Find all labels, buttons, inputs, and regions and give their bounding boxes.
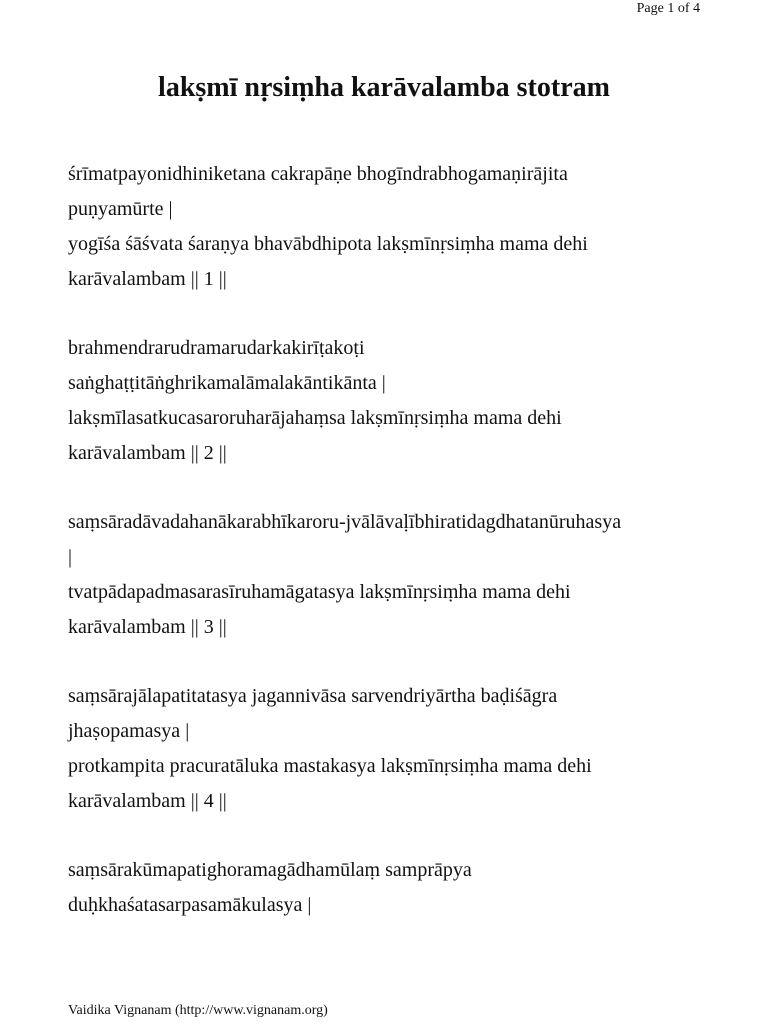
verse-4 — [68, 679, 728, 819]
verse-line: karāvalambam || 3 || — [68, 616, 227, 638]
page-number: Page 1 of 4 — [636, 1, 700, 16]
verse-3 — [68, 505, 728, 645]
verse-line: śrīmatpayonidhiniketana cakrapāṇe bhogīndrabhogamaṇirājita — [68, 163, 568, 185]
verse-line: karāvalambam || 1 || — [68, 268, 227, 290]
verse-line: | — [68, 546, 73, 568]
verse-line: duḥkhaśatasarpasamākulasya | — [68, 894, 312, 916]
verse-line: brahmendrarudramarudarkakirīṭakoṭi — [68, 337, 365, 359]
verse-5 — [68, 853, 728, 923]
verse-line: yogīśa śāśvata śaraṇya bhavābdhipota lakṣmīnṛsiṃha mama dehi — [68, 233, 588, 255]
page-footer: Vaidika Vignanam (http://www.vignanam.org) — [68, 1003, 328, 1018]
verse-line: tvatpādapadmasarasīruhamāgatasya lakṣmīnṛsiṃha mama dehi — [68, 581, 571, 603]
verse-1 — [68, 157, 728, 297]
verse-line: saṅghaṭṭitāṅghrikamalāmalakāntikānta | — [68, 372, 386, 394]
verse-line: karāvalambam || 2 || — [68, 442, 227, 464]
verse-2 — [68, 331, 728, 471]
verse-line: protkampita pracuratāluka mastakasya lakṣmīnṛsiṃha mama dehi — [68, 755, 592, 777]
verse-line: puṇyamūrte | — [68, 198, 173, 220]
verse-line: saṃsārajālapatitatasya jagannivāsa sarvendriyārtha baḍiśāgra — [68, 685, 558, 707]
verse-line: lakṣmīlasatkucasaroruharājahaṃsa lakṣmīnṛsiṃha mama dehi — [68, 407, 562, 429]
verse-line: saṃsārakūmapatighoramagādhamūlaṃ samprāpya — [68, 859, 472, 881]
verse-list — [68, 157, 728, 957]
page-title: lakṣmī nṛsiṃha karāvalamba stotram — [158, 72, 610, 103]
verse-line: karāvalambam || 4 || — [68, 790, 227, 812]
verse-line: saṃsāradāvadahanākarabhīkaroru-jvālāvaḷībhiratidagdhatanūruhasya — [68, 511, 622, 533]
verse-line: jhaṣopamasya | — [68, 720, 190, 742]
